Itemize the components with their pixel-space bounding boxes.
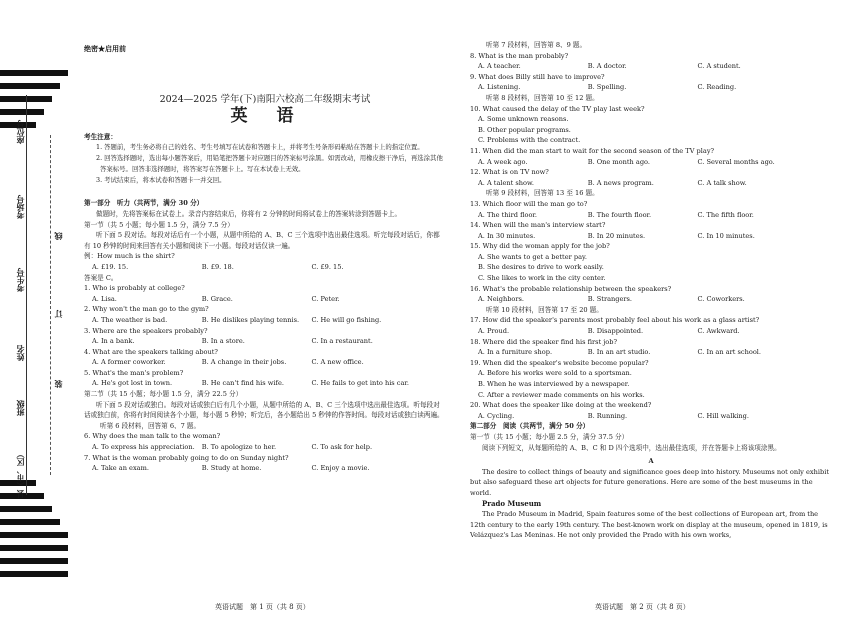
option: C. A new office. bbox=[311, 358, 364, 367]
binding-stripe bbox=[0, 532, 68, 538]
option: C. She likes to work in the city center. bbox=[478, 274, 606, 283]
option-row bbox=[84, 294, 446, 305]
question-text: 17. How did the speaker's parents most probably feel about his work as a glass artist? bbox=[470, 316, 760, 325]
option-row bbox=[470, 347, 832, 358]
option: A. Proud. bbox=[478, 327, 510, 336]
option: B. Other popular programs. bbox=[478, 125, 571, 134]
binding-stripe bbox=[0, 70, 68, 76]
binding-line-label: 装 bbox=[53, 380, 63, 388]
question-text: 4. What are the speakers talking about? bbox=[84, 347, 218, 356]
option: A. Listening. bbox=[478, 83, 521, 92]
section2-intro: 听下面 5 段对话或独白。每段对话或独白后有几个小题，从题中所给的 A、B、C 三个选项中选出最佳选项。听每段对话或独白前，你将有时间阅读各个小题，每小题 5 秒钟；听完后，各小题给出 5 秒钟的作答时间。每段对话或独白读两遍。 bbox=[84, 400, 444, 420]
option: B. A news program. bbox=[587, 178, 654, 187]
option: C. Problems with the contract. bbox=[478, 136, 581, 145]
county-label: 县（市、区） bbox=[15, 450, 25, 498]
option: C. In 10 minutes. bbox=[697, 231, 755, 240]
exam-title: 2024—2025 学年(下)南阳六校高二年级期末考试 bbox=[159, 93, 371, 105]
option: C. He will go fishing. bbox=[311, 315, 382, 324]
candidate-number-label: 考生号 bbox=[15, 268, 25, 292]
option: A. Some unknown reasons. bbox=[478, 115, 569, 124]
option: A. He's got lost in town. bbox=[92, 379, 173, 388]
questions-8-9 bbox=[470, 51, 832, 93]
option: B. She desires to drive to work easily. bbox=[478, 263, 604, 272]
confidential-mark: 绝密★启用前 bbox=[84, 44, 126, 53]
exam-room-label: 考场号 bbox=[15, 195, 25, 219]
binding-strip bbox=[0, 0, 70, 622]
material-note: 听第 6 段材料，回答第 6、7 题。 bbox=[100, 421, 201, 430]
binding-cut-line bbox=[50, 135, 51, 475]
passage-subtitle: Prado Museum bbox=[482, 498, 542, 508]
option: B. Disappointed. bbox=[587, 327, 644, 336]
option: C. In a restaurant. bbox=[311, 337, 373, 346]
question-text: 11. When did the man start to wait for the second season of the TV play? bbox=[470, 146, 715, 155]
example-options bbox=[84, 262, 446, 273]
question-text: 7. What is the woman probably going to do on Sunday night? bbox=[84, 453, 289, 462]
option: C. He fails to get into his car. bbox=[311, 379, 409, 388]
question-text: 5. What's the man's problem? bbox=[84, 368, 184, 377]
option: C. To ask for help. bbox=[311, 443, 373, 452]
option: A. A teacher. bbox=[478, 62, 521, 71]
notes-heading: 考生注意： bbox=[84, 132, 117, 141]
part2-intro: 阅读下列短文，从每题所给的 A、B、C 和 D 四个选项中，选出最佳选项，并在答题卡上将该项涂黑。 bbox=[482, 443, 781, 452]
option-row bbox=[470, 326, 832, 337]
option-row bbox=[470, 210, 832, 221]
question-text: 12. What is on TV now? bbox=[470, 168, 549, 177]
binding-stripe bbox=[0, 519, 60, 525]
option: A. Before his works were sold to a sportsman. bbox=[478, 369, 632, 378]
example-answer: 答案是 C。 bbox=[84, 273, 118, 282]
option: B. A doctor. bbox=[587, 62, 627, 71]
option-row bbox=[84, 442, 446, 453]
option-row bbox=[84, 315, 446, 326]
class-label: 班级 bbox=[15, 400, 25, 416]
option: C. A student. bbox=[697, 62, 741, 71]
option: C. Awkward. bbox=[697, 327, 740, 336]
note-item: 3. 考试结束后，将本试卷和答题卡一并交回。 bbox=[96, 176, 226, 185]
binding-underline bbox=[26, 95, 27, 495]
option: B. The fourth floor. bbox=[587, 210, 652, 219]
option: B. In 20 minutes. bbox=[587, 231, 646, 240]
questions-17-20 bbox=[470, 315, 832, 421]
question-text: 3. Where are the speakers probably? bbox=[84, 326, 208, 335]
option: A. Neighbors. bbox=[478, 295, 525, 304]
option: A. Lisa. bbox=[92, 294, 117, 303]
section1-heading: 第一节（共 5 小题；每小题 1.5 分，满分 7.5 分） bbox=[84, 220, 234, 229]
option-row bbox=[470, 231, 832, 242]
seat-number-label: 座位号 bbox=[15, 120, 25, 144]
option-row bbox=[84, 357, 446, 368]
option: C. Enjoy a movie. bbox=[311, 464, 370, 473]
option: A. In a furniture shop. bbox=[478, 348, 553, 357]
question-text: 14. When will the man's interview start? bbox=[470, 221, 606, 230]
option: B. He can't find his wife. bbox=[201, 379, 284, 388]
option: A. To express his appreciation. bbox=[92, 443, 195, 452]
section1-intro: 听下面 5 段对话。每段对话后有一个小题，从题中所给的 A、B、C 三个选项中选出最佳选项。听完每段对话后，你都有 10 秒钟的时间来回答有关小题和阅读下一小题。每段对话仅读一遍。 bbox=[84, 231, 440, 250]
part2-heading: 第二部分 阅读（共两节，满分 50 分） bbox=[470, 422, 590, 431]
question-text: 9. What does Billy still have to improve? bbox=[470, 72, 605, 81]
page-2-footer: 英语试题 第 2 页（共 8 页） bbox=[595, 603, 690, 611]
questions-1-5 bbox=[84, 283, 446, 389]
passage-letter: A bbox=[648, 457, 654, 466]
question-text: 2. Why won't the man go to the gym? bbox=[84, 305, 209, 314]
option: B. Running. bbox=[587, 411, 628, 420]
cut-line-label: 线 bbox=[53, 232, 63, 240]
section2-heading: 第二节（共 15 小题；每小题 1.5 分，满分 22.5 分） bbox=[84, 390, 243, 399]
option: C. The fifth floor. bbox=[697, 210, 754, 219]
staple-line-label: 订 bbox=[53, 310, 63, 318]
option-row bbox=[470, 61, 832, 72]
option: B. In an art studio. bbox=[587, 348, 651, 357]
option: B. One month ago. bbox=[587, 157, 650, 166]
subject-title: 英 语 bbox=[230, 106, 300, 127]
option: C. Several months ago. bbox=[697, 157, 775, 166]
material-note: 听第 10 段材料，回答第 17 至 20 题。 bbox=[486, 305, 603, 314]
question-text: 8. What is the man probably? bbox=[470, 51, 569, 60]
binding-stripe bbox=[0, 571, 68, 577]
option: B. £9. 18. bbox=[201, 262, 234, 271]
example-question: 例：How much is the shirt? bbox=[84, 252, 175, 261]
option: A. A week ago. bbox=[478, 157, 528, 166]
option: B. In a store. bbox=[201, 337, 245, 346]
option: A. £19. 15. bbox=[92, 262, 129, 271]
option: C. After a reviewer made comments on his works. bbox=[478, 390, 645, 399]
question-text: 10. What caused the delay of the TV play last week? bbox=[470, 104, 645, 113]
option: B. Study at home. bbox=[201, 464, 262, 473]
passage-paragraph: The desire to collect things of beauty and significance goes deep into history. Museums not only exhibit but also safeguard these art objects for future generations. Here are some of the best museums in the world. bbox=[470, 467, 829, 497]
questions-10-12 bbox=[470, 104, 832, 189]
questions-6-7 bbox=[84, 431, 446, 473]
question-text: 15. Why did the woman apply for the job? bbox=[470, 242, 610, 251]
option: B. Grace. bbox=[201, 294, 233, 303]
option: A. The weather is bad. bbox=[92, 315, 168, 324]
option: B. He dislikes playing tennis. bbox=[201, 315, 300, 324]
option: C. Peter. bbox=[311, 294, 340, 303]
binding-stripe bbox=[0, 83, 60, 89]
option: B. When he was interviewed by a newspaper. bbox=[478, 380, 630, 388]
option-row bbox=[84, 463, 446, 474]
question-text: 20. What does the speaker like doing at the weekend? bbox=[470, 401, 652, 410]
question-text: 19. When did the speaker's website become popular? bbox=[470, 358, 649, 367]
question-text: 1. Who is probably at college? bbox=[84, 284, 185, 293]
note-item: 2. 回答选择题时，选出每小题答案后，用铅笔把答题卡对应题目的答案标号涂黑。如需改动，用橡皮擦干净后，再选涂其他答案标号。回答非选择题时，将答案写在答题卡上。写在本试卷上无效。 bbox=[96, 154, 443, 174]
option: C. Hill walking. bbox=[697, 411, 749, 420]
option: B. To apologize to her. bbox=[201, 443, 277, 452]
question-text: 16. What's the probable relationship between the speakers? bbox=[470, 284, 672, 293]
option: A. Cycling. bbox=[478, 411, 515, 420]
option: C. £9. 15. bbox=[311, 262, 344, 271]
questions-13-16 bbox=[470, 199, 832, 305]
passage-paragraph: The Prado Museum in Madrid, Spain features some of the best collections of European art, from the 12th century to the early 19th century. The best-known work on display at the museum, opened in 1819, is Velázquez's Las Meninas. He not only provided the Prado with his own works, bbox=[470, 510, 828, 540]
page-1-footer: 英语试题 第 1 页（共 8 页） bbox=[215, 603, 310, 611]
option: A. Take an exam. bbox=[92, 464, 149, 473]
question-text: 13. Which floor will the man go to? bbox=[470, 199, 588, 208]
option: A. She wants to get a better pay. bbox=[478, 252, 587, 261]
option: C. In an art school. bbox=[697, 348, 761, 357]
option-row bbox=[470, 178, 832, 189]
part2-section1-heading: 第一节（共 15 小题；每小题 2.5 分，满分 37.5 分） bbox=[470, 432, 629, 441]
option: A. A former coworker. bbox=[92, 358, 166, 367]
option-row bbox=[470, 157, 832, 168]
option: A. In a bank. bbox=[92, 337, 135, 346]
option: A. In 30 minutes. bbox=[478, 231, 536, 240]
material-note: 听第 9 段材料，回答第 13 至 16 题。 bbox=[486, 189, 599, 198]
part1-intro: 做题时，先将答案标在试卷上。录音内容结束后，你将有 2 分钟的时间将试卷上的答案转涂到答题卡上。 bbox=[96, 209, 402, 218]
binding-stripe bbox=[0, 109, 44, 115]
option-row bbox=[84, 336, 446, 347]
question-text: 6. Why does the man talk to the woman? bbox=[84, 432, 221, 441]
page-1-column bbox=[84, 0, 446, 474]
name-label: 姓名 bbox=[15, 345, 25, 361]
option-row bbox=[470, 82, 832, 93]
binding-stripe bbox=[0, 545, 68, 551]
option-row bbox=[470, 411, 832, 422]
question-text: 18. Where did the speaker find his first job? bbox=[470, 337, 618, 346]
option-row bbox=[470, 294, 832, 305]
page-2-column bbox=[470, 0, 832, 541]
option: C. A talk show. bbox=[697, 178, 747, 187]
option: B. Strangers. bbox=[587, 295, 633, 304]
option: A. The third floor. bbox=[478, 210, 537, 219]
option-row bbox=[84, 378, 446, 389]
option: B. A change in their jobs. bbox=[201, 358, 287, 367]
binding-stripe bbox=[0, 506, 52, 512]
binding-stripe bbox=[0, 558, 68, 564]
option: A. A talent show. bbox=[478, 178, 534, 187]
option: C. Reading. bbox=[697, 83, 737, 92]
material-note: 听第 7 段材料，回答第 8、9 题。 bbox=[486, 41, 587, 49]
part1-heading: 第一部分 听力（共两节，满分 30 分） bbox=[84, 199, 204, 208]
note-item: 1. 答题前，考生务必将自己的姓名、考生号填写在试卷和答题卡上，并将考生号条形码粘贴在答题卡上的指定位置。 bbox=[96, 143, 424, 152]
material-note: 听第 8 段材料，回答第 10 至 12 题。 bbox=[486, 93, 599, 102]
option: C. Coworkers. bbox=[697, 295, 745, 304]
option: B. Spelling. bbox=[587, 83, 627, 92]
